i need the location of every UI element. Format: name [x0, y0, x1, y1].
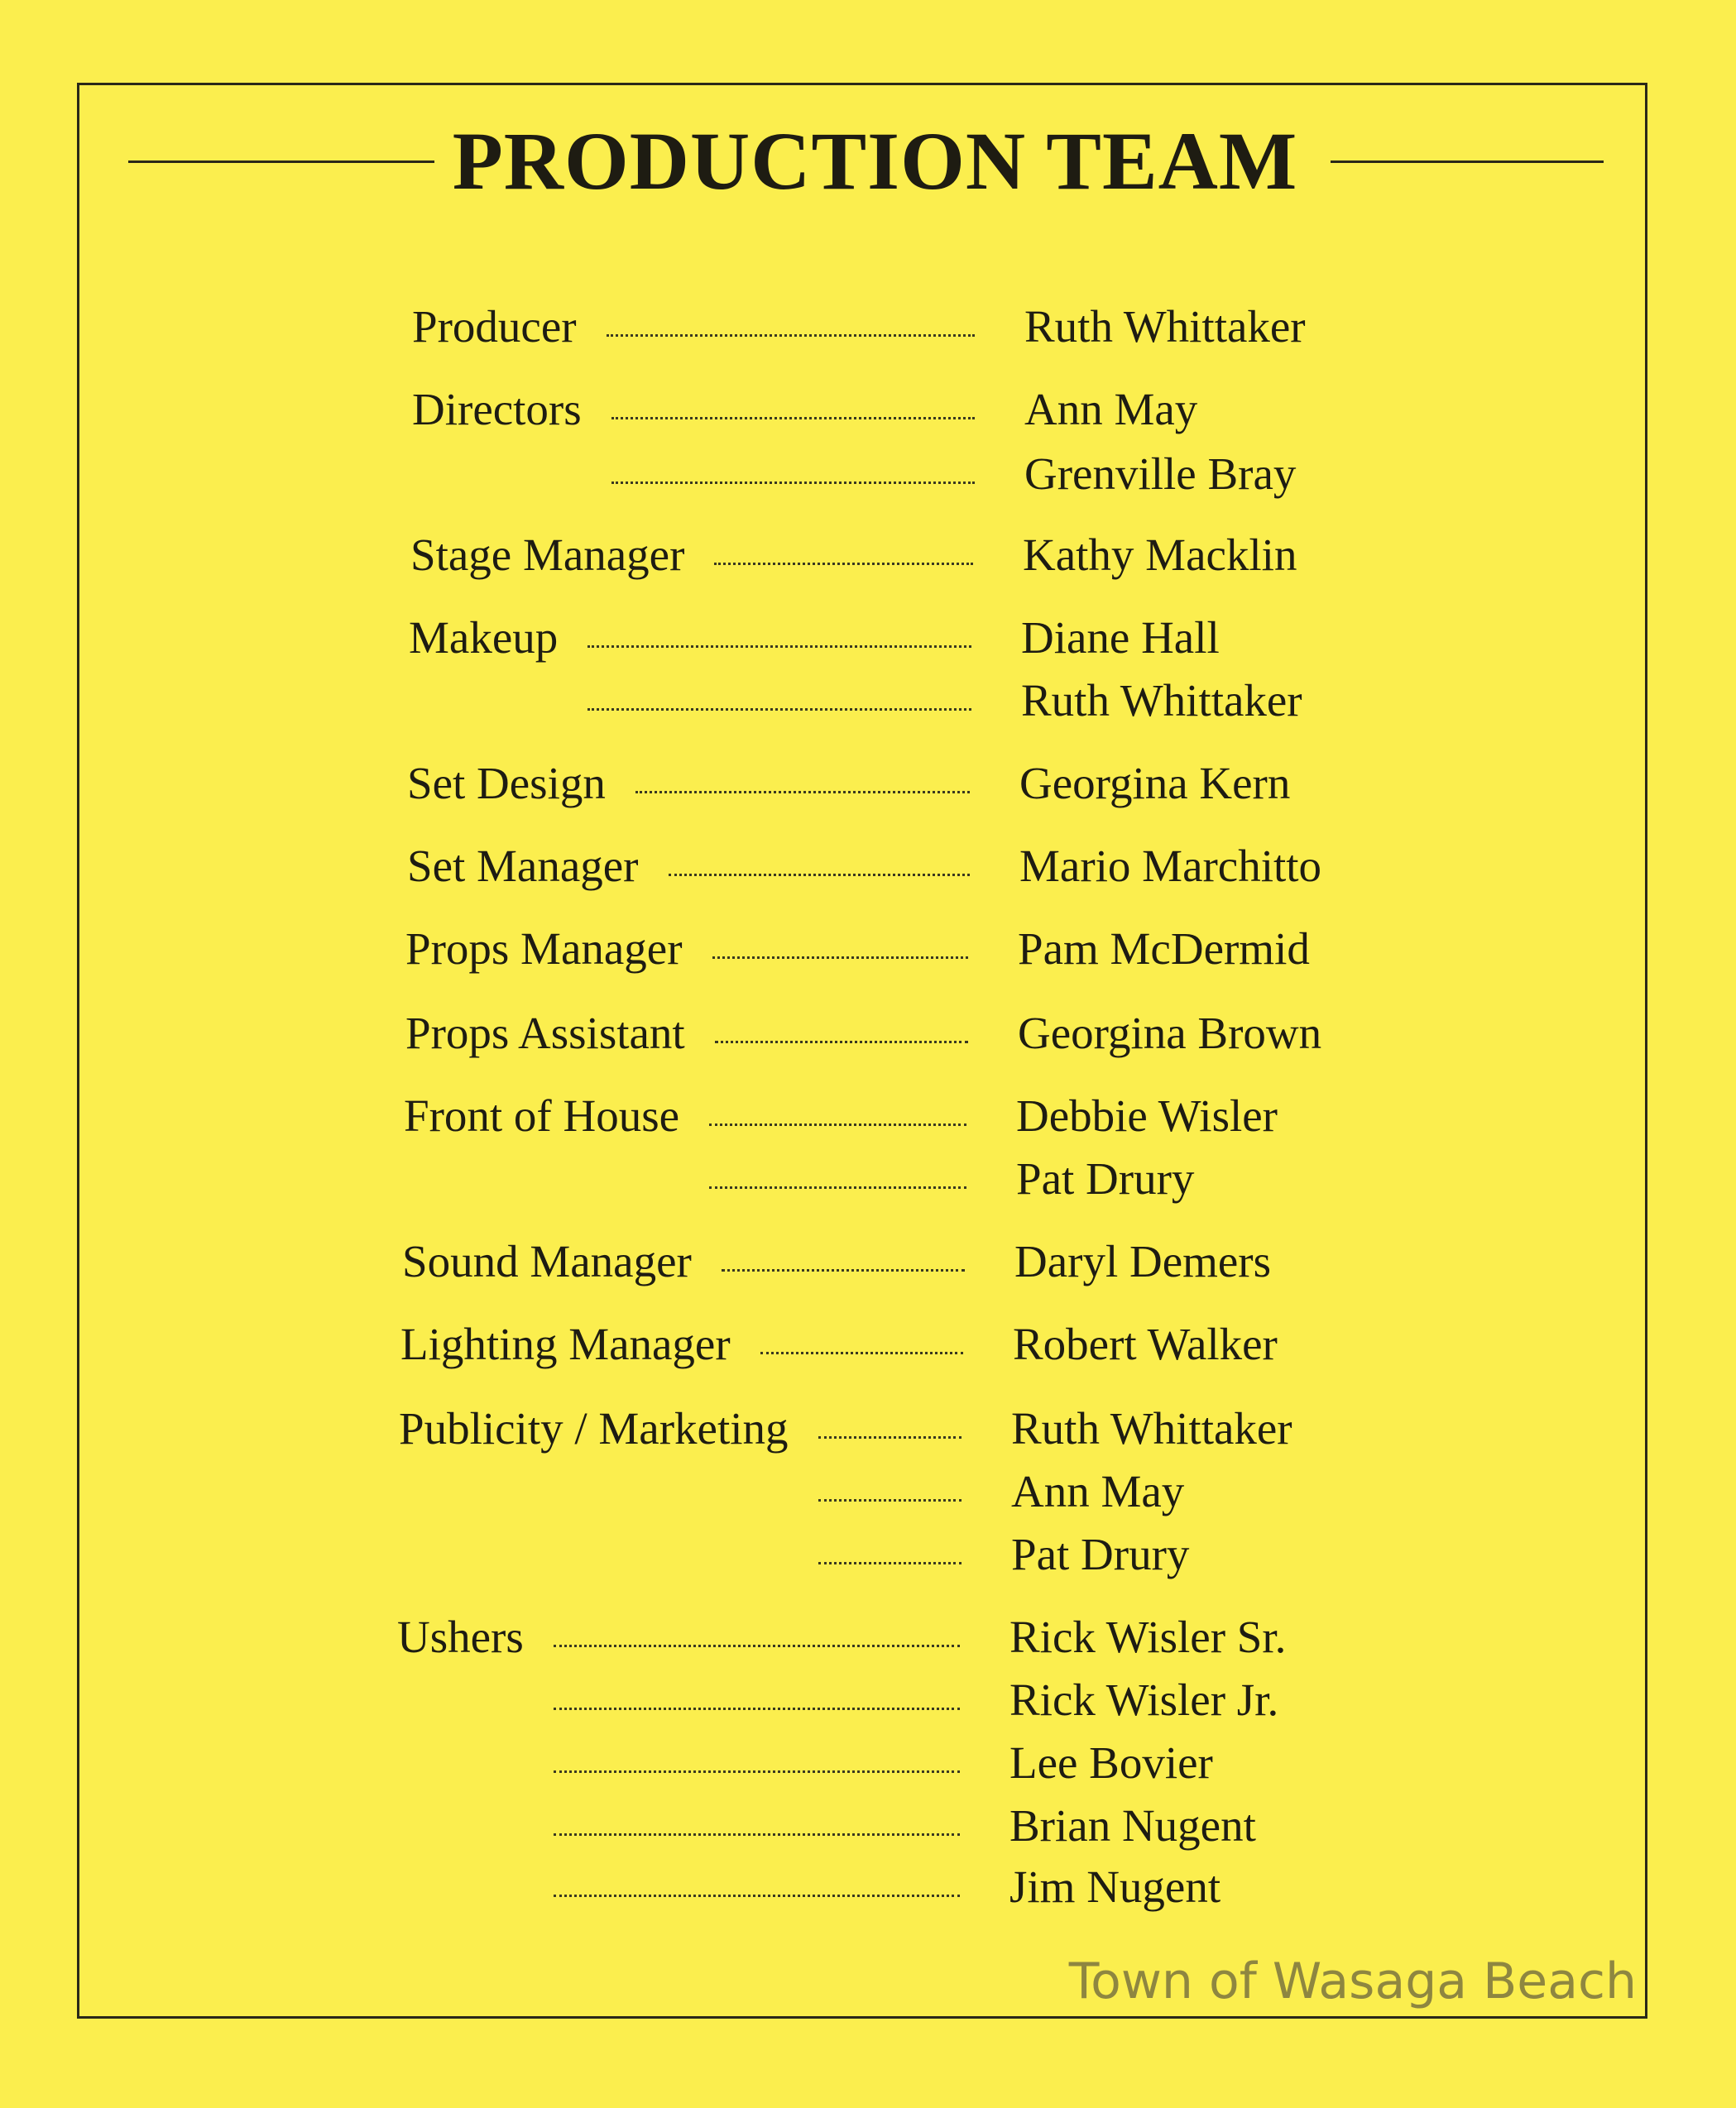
person-name: Ruth Whittaker — [1024, 301, 1306, 352]
role-label: Sound Manager — [402, 1236, 692, 1286]
person-name: Georgina Kern — [1019, 758, 1291, 808]
person-name: Jim Nugent — [1009, 1861, 1221, 1912]
person-name: Rick Wisler Sr. — [1009, 1612, 1287, 1662]
credit-row-lighting-manager — [0, 1315, 1736, 1373]
credit-row-props-manager — [0, 920, 1736, 978]
role-label: Props Assistant — [405, 1008, 685, 1058]
dotted-leader — [818, 1499, 962, 1502]
dotted-leader — [635, 791, 970, 793]
person-name: Pat Drury — [1011, 1529, 1190, 1579]
dotted-leader — [554, 1895, 960, 1897]
person-name: Pat Drury — [1016, 1153, 1195, 1204]
dotted-leader — [760, 1352, 963, 1354]
role-label: Props Manager — [405, 923, 683, 974]
credit-row-set-manager — [0, 837, 1736, 895]
role-label: Ushers — [397, 1612, 524, 1662]
person-name: Grenville Bray — [1024, 448, 1297, 499]
person-name: Ruth Whittaker — [1021, 675, 1302, 726]
person-name: Pam McDermid — [1018, 923, 1310, 974]
dotted-leader — [714, 563, 973, 565]
title-row — [124, 108, 1626, 215]
title-rule-right — [1331, 160, 1604, 163]
person-name: Ann May — [1024, 384, 1198, 434]
credit-row-props-assistant — [0, 1004, 1736, 1062]
person-name: Kathy Macklin — [1023, 529, 1297, 580]
role-label: Front of House — [404, 1090, 680, 1141]
dotted-leader — [554, 1645, 960, 1647]
dotted-leader — [587, 645, 971, 648]
person-name: Brian Nugent — [1009, 1800, 1256, 1851]
credit-row-producer — [0, 298, 1736, 356]
page-title: PRODUCTION TEAM — [452, 115, 1298, 207]
credit-row-ushers — [0, 1671, 1736, 1729]
credit-row-directors — [0, 445, 1736, 503]
role-label: Set Design — [407, 758, 606, 808]
credit-row-publicity-marketing — [0, 1400, 1736, 1458]
watermark: Town of Wasaga Beach — [1068, 1952, 1637, 2010]
dotted-leader — [607, 334, 975, 337]
credit-row-publicity-marketing — [0, 1463, 1736, 1521]
person-name: Georgina Brown — [1018, 1008, 1322, 1058]
credit-row-ushers — [0, 1797, 1736, 1855]
dotted-leader — [818, 1562, 962, 1564]
person-name: Diane Hall — [1021, 612, 1220, 663]
dotted-leader — [611, 481, 975, 484]
dotted-leader — [587, 708, 971, 711]
dotted-leader — [715, 1041, 968, 1043]
dotted-leader — [611, 417, 975, 419]
person-name: Rick Wisler Jr. — [1009, 1674, 1279, 1725]
role-label: Set Manager — [407, 841, 639, 891]
role-label: Publicity / Marketing — [399, 1403, 789, 1454]
role-label: Stage Manager — [410, 529, 685, 580]
dotted-leader — [554, 1770, 960, 1773]
dotted-leader — [554, 1833, 960, 1836]
dotted-leader — [554, 1708, 960, 1710]
dotted-leader — [722, 1269, 965, 1272]
person-name: Lee Bovier — [1009, 1737, 1213, 1788]
credit-row-ushers — [0, 1858, 1736, 1916]
person-name: Debbie Wisler — [1016, 1090, 1278, 1141]
credit-row-ushers — [0, 1734, 1736, 1792]
credit-row-sound-manager — [0, 1233, 1736, 1291]
credit-row-directors — [0, 381, 1736, 438]
person-name: Robert Walker — [1013, 1319, 1278, 1369]
dotted-leader — [709, 1123, 966, 1126]
credit-row-front-of-house — [0, 1087, 1736, 1145]
person-name: Daryl Demers — [1014, 1236, 1272, 1286]
role-label: Makeup — [409, 612, 559, 663]
role-label: Lighting Manager — [400, 1319, 731, 1369]
credit-row-publicity-marketing — [0, 1526, 1736, 1583]
person-name: Ann May — [1011, 1466, 1185, 1516]
credit-row-makeup — [0, 609, 1736, 667]
credit-row-makeup — [0, 672, 1736, 730]
credit-row-ushers — [0, 1608, 1736, 1666]
dotted-leader — [669, 874, 971, 876]
dotted-leader — [818, 1436, 962, 1439]
credit-row-front-of-house — [0, 1150, 1736, 1208]
dotted-leader — [712, 956, 968, 959]
role-label: Directors — [412, 384, 582, 434]
dotted-leader — [709, 1186, 966, 1189]
person-name: Ruth Whittaker — [1011, 1403, 1292, 1454]
role-label: Producer — [412, 301, 577, 352]
credit-row-stage-manager — [0, 526, 1736, 584]
credit-row-set-design — [0, 755, 1736, 812]
person-name: Mario Marchitto — [1019, 841, 1322, 891]
